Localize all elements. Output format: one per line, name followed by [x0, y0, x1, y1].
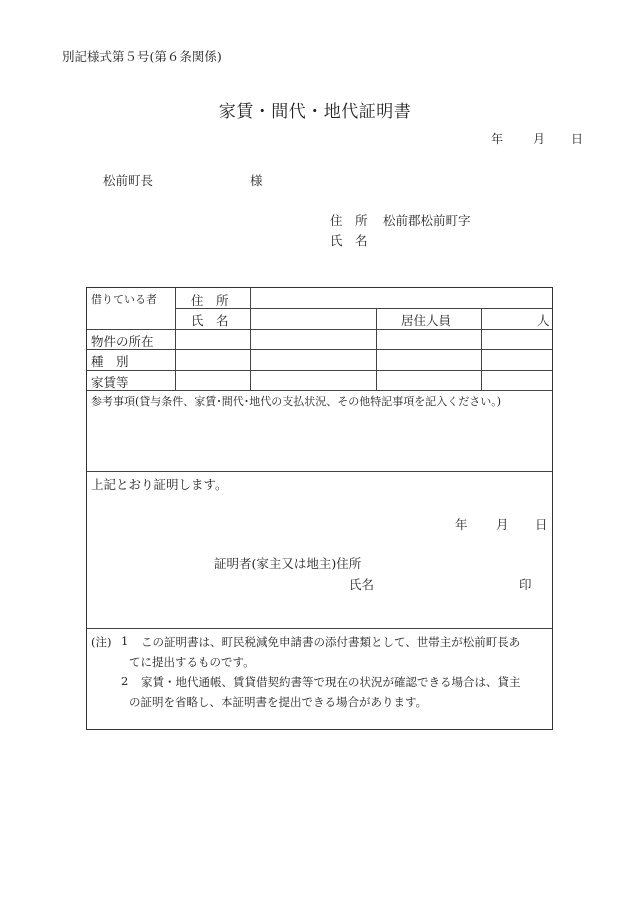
- property-location-label: 物件の所在: [91, 334, 154, 349]
- certification-date-year: 年: [455, 517, 468, 532]
- issue-date-day: 日: [571, 132, 584, 146]
- note-1-number: 1: [121, 634, 129, 648]
- note-1-line-1: この証明書は、町民税減免申請書の添付書類として、世帯主が松前町長あ: [141, 635, 521, 649]
- residents-unit: 人: [537, 313, 550, 328]
- seal-mark: 印: [519, 577, 532, 592]
- applicant-name-label: 氏 名: [330, 233, 368, 248]
- notes-prefix: (注): [91, 635, 112, 649]
- certifier-name-label: 氏名: [349, 577, 375, 592]
- addressee-suffix: 様: [250, 173, 263, 188]
- note-2-line-2: の証明を省略し、本証明書を提出できる場合があります。: [129, 695, 428, 709]
- remarks-label: 参考事項(貸与条件、家賃･間代･地代の支払状況、その他特記事項を記入ください。): [91, 395, 502, 408]
- certifier-address-label: 証明者(家主又は地主)住所: [214, 556, 362, 571]
- note-2-number: 2: [121, 674, 129, 688]
- renter-name-label: 氏 名: [191, 313, 229, 328]
- issue-date-year: 年: [491, 132, 504, 146]
- applicant-address-value: 松前郡松前町字: [383, 213, 471, 228]
- note-2-line-1: 家賃・地代通帳、賃貸借契約書等で現在の状況が確認できる場合は、貸主: [141, 675, 521, 689]
- certification-date-day: 日: [535, 517, 548, 532]
- certificate-table: [86, 287, 553, 730]
- property-type-label: 種 別: [91, 354, 129, 369]
- document-title: 家賃・間代・地代証明書: [218, 102, 412, 122]
- residents-label: 居住人員: [401, 313, 452, 328]
- renter-label: 借りている者: [91, 293, 157, 306]
- form-number-label: 別記様式第５号(第６条関係): [62, 49, 222, 64]
- certification-statement: 上記とおり証明します。: [91, 477, 228, 492]
- applicant-address-label: 住 所: [330, 213, 368, 228]
- note-1-line-2: てに提出するものです。: [129, 655, 255, 669]
- certification-date-month: 月: [496, 517, 509, 532]
- addressee-name: 松前町長: [103, 173, 154, 188]
- issue-date-month: 月: [533, 132, 546, 146]
- renter-address-label: 住 所: [191, 293, 229, 308]
- rent-label: 家賃等: [91, 375, 129, 390]
